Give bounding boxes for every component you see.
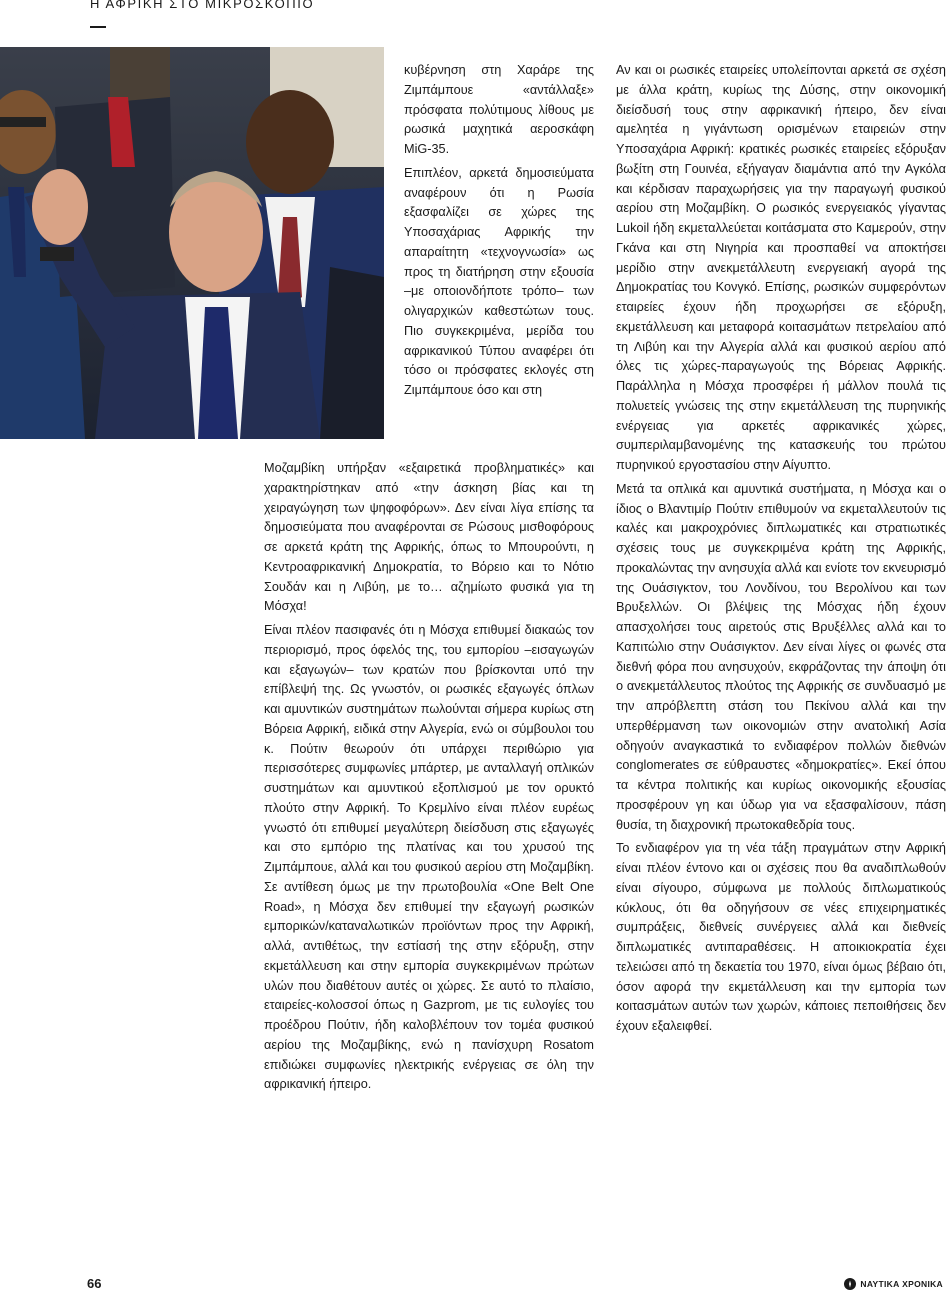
paragraph: Μοζαμβίκη υπήρξαν «εξαιρετικά προβληματικές» και χαρακτηρίστηκαν από «την άσκηση βίας και τη χειραγώγηση των ψηφοφόρων». Δεν είναι λίγα επίσης τα δημοσιεύματα που αναφέρονται σε Ρώσους μισθοφόρους σε αρκετά κράτη της Αφρικής, όπως το Μπουρούντι, η Κεντροαφρικανική Δημοκρατία, το Βόρειο και το Νότιο Σουδάν και η Λιβύη, με το… αζημίωτο φυσικά για τη Μόσχα! — [264, 461, 594, 614]
group-photo-icon — [0, 47, 384, 439]
publication-brand — [844, 1278, 943, 1290]
paragraph: Μετά τα οπλικά και αμυντικά συστήματα, η Μόσχα και ο ίδιος ο Βλαντιμίρ Πούτιν επιθυμούν να εκμεταλλευτούν τις καλές και μακροχρόνιες διπλωματικές και στρατιωτικές σχέσεις τους με συγκεκριμένα κράτη της Αφρικής, προκαλώντας την ανησυχία αλλά και ενίοτε τον εκνευρισμό της Ουάσιγκτον, του Λονδίνου, του Βερολίνου και των Βρυξελλών. Οι βλέψεις της Μόσχας ήδη έχουν απασχολήσει τους αιρετούς στις Βρυξέλλες αλλά και το Καπιτώλιο στην Ουάσιγκτον. Δεν είναι λίγες οι φωνές στα διεθνή φόρα που ανησυχούν, εκφράζοντας την άποψη ότι ο ανεκμετάλλευτος πλούτος της Αφρικής σε συνδυασμό με την απρόβλεπτη στάση του Πεκίνου αλλά και την υπερθέρμανση των οικονομιών στην ανατολική Ασία οδηγούν αναγκαστικά το ενδιαφέρον πολλών διεθνών conglomerates σε εύθραυστες «δημοκρατίες». Εκεί όπου τα κέντρα πολιτικής και κυρίως οικονομικής εξουσίας προσφέρουν γη και ύδωρ για να εξασφαλίσουν, πάση θυσία, τη διαχρονική πρωτοκαθεδρία τους. — [616, 481, 946, 832]
paragraph: Είναι πλέον πασιφανές ότι η Μόσχα επιθυμεί διακαώς τον περιορισμό, προς όφελός της, του εμπορίου –εισαγωγών και εξαγωγών– των κρατών που βρίσκονται υπό την επίβλεψή της. Ως γνωστόν, οι ρωσικές εξαγωγές όπλων και αμυντικών συστημάτων πωλούνται σήμερα κυρίως στη Βόρεια Αφρική, ειδικά στην Αλγερία, ενώ οι σύμβουλοι του κ. Πούτιν θεωρούν ότι υπάρχει περιθώριο για περισσότερες συμφωνίες μπάρτερ, με ανταλλαγή οπλικών συστημάτων και αμυντικού εξοπλισμού με τον ορυκτό πλούτο στην Αφρική. Το Κρεμλίνο είναι πλέον ευρέως γνωστό ότι επιθυμεί μεγαλύτερη διείσδυση στις εξαγωγές και στο εμπόριο της πλατίνας και του χρυσού της Ζιμπάμπουε, αλλά και του φυσικού αερίου στη Μοζαμβίκη. Σε αντίθεση όμως με την πρωτοβουλία «One Belt One Road», η Μόσχα δεν επιθυμεί την εξαγωγή ρωσικών εμπορικών/καταναλωτικών προϊόντων προς την Αφρική, αλλά, αντιθέτως, την εστίασή της στην εξόρυξη, στην εκμετάλλευση και στην εμπορία συγκεκριμένων πρώτων υλών που διαθέτουν αυτές οι χώρες. Σε αυτό το πλαίσιο, εταιρείες-κολοσσοί όπως η Gazprom, με τις ευλογίες του προέδρου Πούτιν, ήδη καλοβλέπουν τον τομέα φυσικού αερίου της Μοζαμβίκης, ενώ η πανίσχυρη Rosatom επιδιώκει συμφωνίες ηλεκτρικής ενέργειας σε όλη την αφρικανική ήπειρο. — [264, 623, 594, 1092]
article-column-b — [616, 61, 946, 1041]
paragraph: κυβέρνηση στη Χαράρε της Ζιμπάμπουε «αντάλλαξε» πρόσφατα πολύτιμους λίθους με ρωσικά μαχητικά αεροσκάφη MiG-35. — [404, 63, 594, 156]
section-title: Η ΑΦΡΙΚΗ ΣΤΟ ΜΙΚΡΟΣΚΟΠΙΟ — [90, 0, 315, 11]
paragraph: Αν και οι ρωσικές εταιρείες υπολείπονται αρκετά σε σχέση με άλλα κράτη, κυρίως της Δύσης, στην οικονομική διείσδυσή τους στην αφρικανική ήπειρο, δεν είναι αμελητέα η γιγάντωση ορισμένων εταιρειών στην Υποσαχάρια Αφρική: κρατικές ρωσικές εταιρείες εξόρυξαν βωξίτη στη Γουινέα, εξήγαγαν διαμάντια από την Αγκόλα και κέρδισαν παραχωρήσεις για την παραγωγή φυσικού αερίου στη Μοζαμβίκη. Ο ρωσικός ενεργειακός γίγαντας Lukoil ήδη εκμεταλλεύεται κοιτάσματα στο Καμερούν, στην Γκάνα και στη Νιγηρία και προσπαθεί να αποκτήσει μερίδιο στην ανεκμετάλλευτη ενεργειακή αγορά της Δημοκρατίας του Κονγκό. Επίσης, ρωσικών συμφερόντων εταιρείες έχουν ήδη προχωρήσει σε εξόρυξη, εκμετάλλευση και μεταφορά κοιτασμάτων πετρελαίου από τη Λιβύη και την Αλγερία αλλά και φυσικού αερίου από όλες τις χώρες-παραγωγούς της Βόρειας Αφρικής. Παράλληλα η Μόσχα προσφέρει ή μάλλον πουλά τις πολυετείς γνώσεις της στην εκμετάλλευση της πυρηνικής ενέργειας για αρκετές αφρικανικές χώρες, συμπεριλαμβανομένης της κατασκευής του πρώτου πυρηνικού εργοστασίου στην Αίγυπτο. — [616, 63, 946, 472]
page-number: 66 — [87, 1276, 102, 1291]
compass-logo-icon — [844, 1278, 856, 1290]
article-column-a-top — [404, 61, 594, 405]
paragraph: Επιπλέον, αρκετά δημοσιεύματα αναφέρουν ότι η Ρωσία εξασφαλίζει σε χώρες της Υποσαχάριας Αφρικής την απαραίτητη «τεχνογνωσία» ως προς τη διατήρηση στην εξουσία –με οποιονδήποτε τρόπο– των ολιγαρχικών καθεστώτων τους. Πιο συγκεκριμένα, μερίδα του αφρικανικού Τύπου αναφέρει ότι τόσο οι πρόσφατες εκλογές στη Ζιμπάμπουε όσο και στη — [404, 165, 594, 397]
brand-name: ΝΑΥΤΙΚΑ ΧΡΟΝΙΚΑ — [860, 1279, 943, 1289]
article-photo — [0, 47, 384, 439]
section-divider — [90, 26, 106, 28]
article-column-a-bottom — [264, 459, 594, 1099]
paragraph: Το ενδιαφέρον για τη νέα τάξη πραγμάτων στην Αφρική είναι πλέον έντονο και οι σχέσεις που θα αναδιπλωθούν είναι σίγουρο, σύμφωνα με πολλούς διπλωματικούς κύκλους, ότι θα οδηγήσουν σε νέες επιχειρηματικές συμπράξεις, διεθνείς συνέργειες αλλά και διεθνείς διπλωματικές αντιπαραθέσεις. Η αποικιοκρατία έχει τελειώσει από τη δεκαετία του 1970, είναι όμως βέβαιο ότι, όσον αφορά την εκμετάλλευση και την εμπορία των κοιτασμάτων αυτών των χωρών, κάποιες πεποιθήσεις δεν έχουν εξαλειφθεί. — [616, 841, 946, 1033]
